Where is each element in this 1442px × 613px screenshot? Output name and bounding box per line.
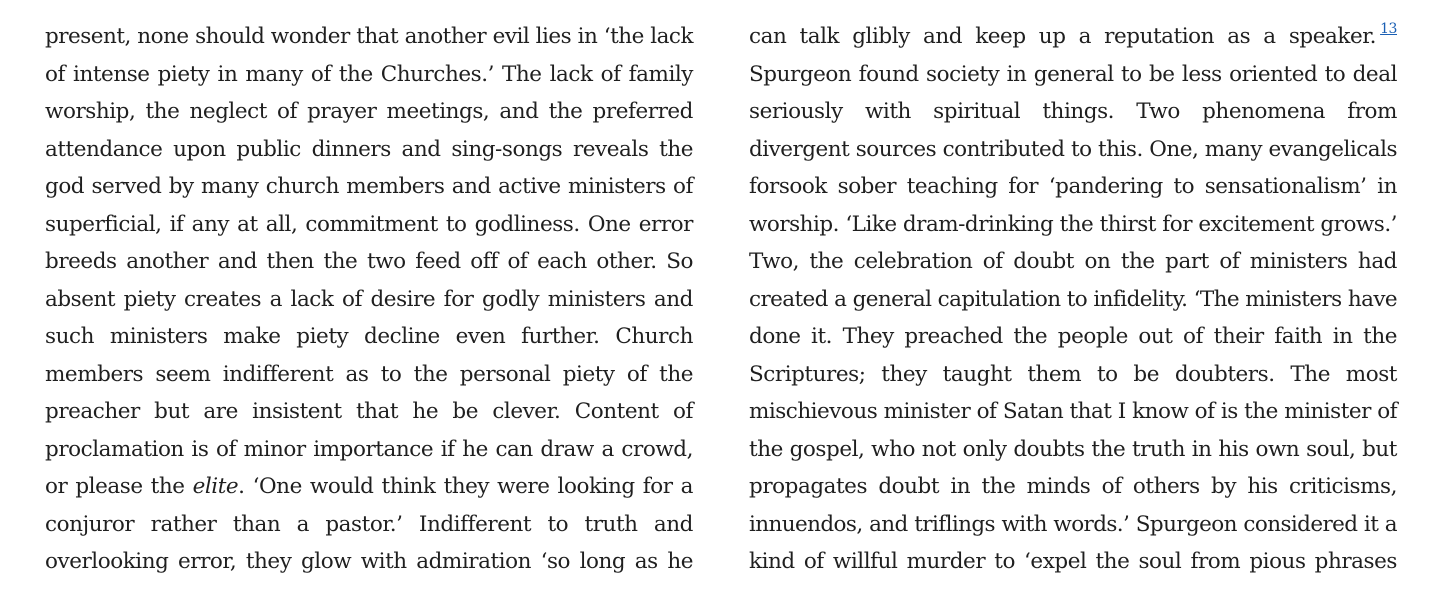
text-run: can talk glibly and keep up a reputation as a speaker. [749,24,1377,49]
text-run: breeds another and then the two feed off of each other. So [45,249,693,274]
text-run: the gospel, who not only doubts the truth in his own soul, but [749,436,1397,462]
text-run: absent piety creates a lack of desire for godly ministers and [45,286,693,312]
text-run: or please the [45,474,193,499]
text-line [749,206,1397,244]
text-run: done it. They preached the people out of their faith in the [749,324,1397,349]
text-line [45,393,693,431]
text-run: worship. ‘Like dram-drinking the thirst for excitement grows.’ [749,211,1397,237]
text-line [749,356,1397,394]
text-line [749,281,1397,319]
text-run: superficial, if any at all, commitment to godliness. One error [45,211,693,237]
text-line [45,318,693,356]
text-line [45,243,693,281]
text-run: Scriptures; they taught them to be doubters. The most [749,361,1397,387]
text-run: forsook sober teaching for ‘pandering to sensationalism’ in [749,174,1397,199]
text-line [45,93,693,131]
text-line [749,18,1397,56]
text-line [45,168,693,206]
text-line [749,468,1397,506]
left-text-column [45,18,693,581]
text-line [45,431,693,469]
text-run: Spurgeon found society in general to be less oriented to deal [749,61,1397,87]
footnote-link[interactable]: 13 [1380,21,1397,37]
text-run: kind of willful murder to ‘expel the soul from pious phrases [749,549,1397,574]
text-line [749,431,1397,469]
text-line [45,543,693,581]
text-line [45,468,693,506]
text-line [45,281,693,319]
text-line [45,56,693,94]
text-run: overlooking error, they glow with admiration ‘so long as he [45,549,693,574]
text-run: members seem indifferent as to the personal piety of the [45,361,693,387]
text-run: worship, the neglect of prayer meetings, and the preferred [45,99,693,124]
text-run: created a general capitulation to infidelity. ‘The ministers have [749,286,1397,312]
text-run: such ministers make piety decline even further. Church [45,324,693,349]
text-line [45,18,693,56]
text-run: god served by many church members and active ministers of [45,174,693,199]
text-line [749,243,1397,281]
text-run: proclamation is of minor importance if he can draw a crowd, [45,436,693,462]
text-run: . ‘One would think they were looking for a [238,474,693,499]
text-run: Two, the celebration of doubt on the part of ministers had [749,249,1397,274]
text-run: of intense piety in many of the Churches.’ The lack of family [45,61,693,87]
text-run: seriously with spiritual things. Two phenomena from [749,99,1397,124]
text-run: propagates doubt in the minds of others by his criticisms, [749,474,1397,499]
text-run: divergent sources contributed to this. One, many evangelicals [749,136,1397,162]
text-line [749,318,1397,356]
text-line [749,56,1397,94]
text-line [45,131,693,169]
text-run: mischievous minister of Satan that I know of is the minister of [749,399,1398,424]
text-run: conjuror rather than a pastor.’ Indifferent to truth and [45,511,693,537]
text-run: preacher but are insistent that he be clever. Content of [45,399,693,424]
text-run: innuendos, and triflings with words.’ Spurgeon considered it a [749,511,1397,537]
text-line [749,506,1397,544]
text-line [45,206,693,244]
emphasized-text: elite [192,474,239,499]
text-line [749,543,1397,581]
text-line [749,93,1397,131]
text-line [749,168,1397,206]
text-line [749,393,1397,431]
text-line [45,356,693,394]
right-text-column [749,18,1397,581]
text-run: attendance upon public dinners and sing-songs reveals the [45,136,693,162]
text-line [749,131,1397,169]
text-line [45,506,693,544]
text-run: present, none should wonder that another evil lies in ‘the lack [45,24,693,49]
